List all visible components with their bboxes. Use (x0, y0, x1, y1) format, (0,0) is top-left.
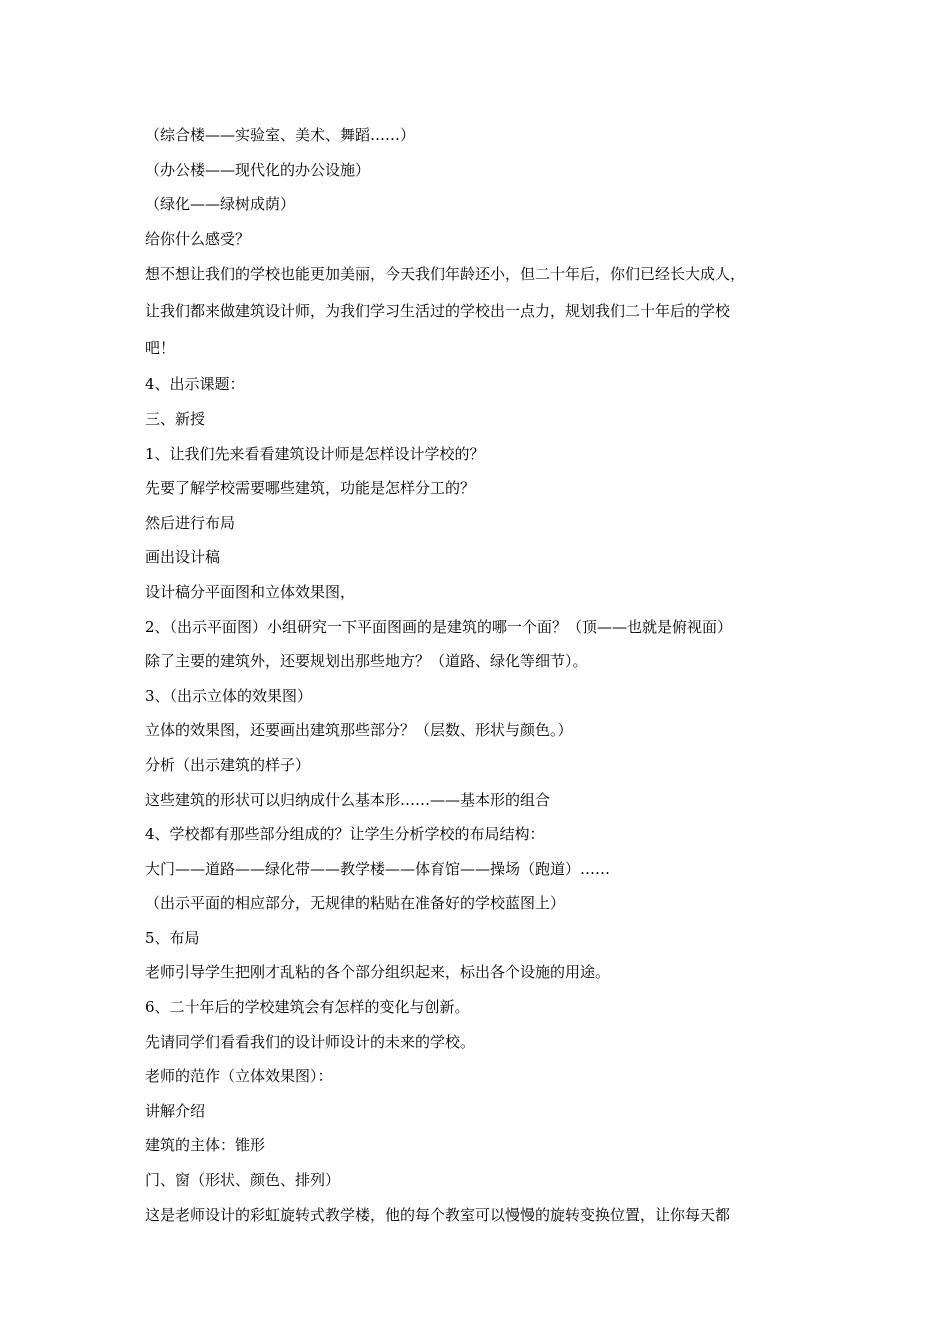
text-line: 建筑的主体：锥形 (145, 1136, 266, 1155)
text-line: 画出设计稿 (145, 548, 221, 567)
text-line: 分析（出示建筑的样子） (145, 755, 311, 774)
text-line: 这些建筑的形状可以归纳成什么基本形……——基本形的组合 (145, 790, 551, 809)
paragraph-line: 想不想让我们的学校也能更加美丽，今天我们年龄还小，但二十年后，你们已经长大成人， (145, 265, 746, 284)
text-line: 4、出示课题： (145, 375, 245, 394)
text-line: （办公楼——现代化的办公设施） (145, 160, 371, 179)
text-line: 这是老师设计的彩虹旋转式教学楼，他的每个教室可以慢慢的旋转变换位置，让你每天都 (145, 1205, 731, 1224)
section-heading: 三、新授 (145, 409, 206, 428)
text-line: 除了主要的建筑外，还要规划出那些地方？（道路、绿化等细节）。 (145, 652, 588, 671)
text-line: 立体的效果图，还要画出建筑那些部分？（层数、形状与颜色。） (145, 721, 573, 740)
text-line: 6、二十年后的学校建筑会有怎样的变化与创新。 (145, 998, 470, 1017)
text-line: 4、学校都有那些部分组成的？让学生分析学校的布局结构： (145, 825, 545, 844)
text-line: 2、（出示平面图）小组研究一下平面图画的是建筑的哪一个面？（顶——也就是俯视面） (145, 617, 733, 636)
document-page (145, 118, 810, 1232)
text-line: 大门——道路——绿化带——教学楼——体育馆——操场（跑道）…… (145, 859, 611, 878)
text-line: 3、（出示立体的效果图） (145, 686, 313, 705)
text-line: 老师引导学生把刚才乱粘的各个部分组织起来，标出各个设施的用途。 (145, 963, 611, 982)
text-line: 然后进行布局 (145, 513, 236, 532)
text-line: 先请同学们看看我们的设计师设计的未来的学校。 (145, 1032, 476, 1051)
text-line: 老师的范作（立体效果图）： (145, 1067, 333, 1086)
paragraph-invitation (145, 256, 810, 367)
text-line: 1、让我们先来看看建筑设计师是怎样设计学校的？ (145, 444, 485, 463)
paragraph-line: 让我们都来做建筑设计师，为我们学习生活过的学校出一点力，规划我们二十年后的学校 (145, 302, 731, 321)
text-line: 门、窗（形状、颜色、排列） (145, 1171, 341, 1190)
text-line: 设计稿分平面图和立体效果图， (145, 582, 356, 601)
text-line: 先要了解学校需要哪些建筑，功能是怎样分工的？ (145, 479, 476, 498)
paragraph-line: 吧！ (145, 339, 176, 358)
text-line: （综合楼——实验室、美术、舞蹈……） (145, 126, 416, 144)
text-line: 给你什么感受？ (145, 229, 251, 248)
text-line: 讲解介绍 (145, 1101, 206, 1120)
text-line: （出示平面的相应部分，无规律的粘贴在准备好的学校蓝图上） (145, 894, 566, 913)
text-line: （绿化——绿树成荫） (145, 195, 296, 214)
text-line: 5、布局 (145, 928, 200, 947)
